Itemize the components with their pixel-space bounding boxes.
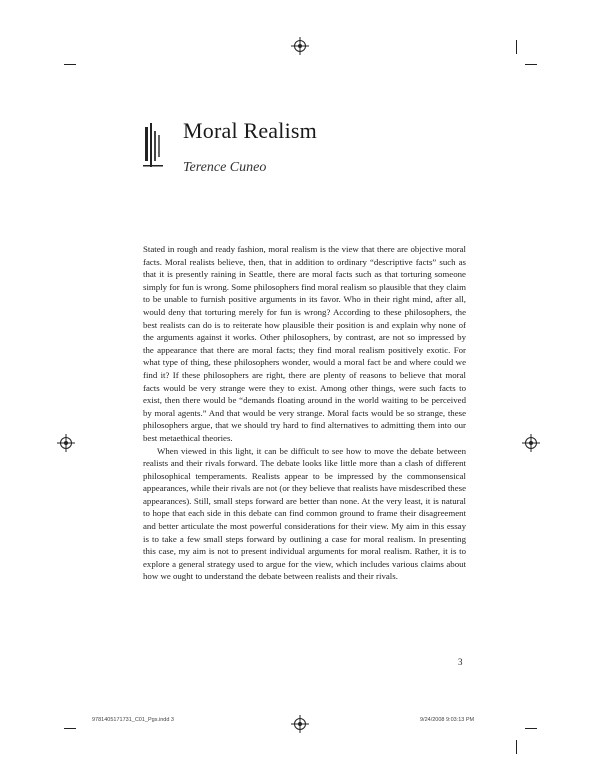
registration-mark-top (294, 40, 306, 52)
slug-left: 9781405171731_C01_Pgs.indd 3 (92, 717, 174, 723)
slug-right: 9/24/2008 9:03:13 PM (420, 717, 475, 723)
crop-mark-bottom-left (64, 728, 76, 729)
body-paragraph: When viewed in this light, it can be difficult to see how to move the debate between realists and their rivals forward. The debate looks like little more than a clash of different philosophical temperaments. Realists appear to be impressed by the commonsensical appearances, while their rivals are not (or they believe that realists have misdescribed these appearances). Still, small steps forward are better than none. At the very least, it is natural to hope that each side in this debate can find common ground to frame their disagreement and better articulate the most powerful considerations for their view. My aim in this essay is to take a few small steps forward by outlining a case for moral realism. In presenting this case, my aim is not to present individual arguments for moral realism. Rather, it is to explore a general strategy used to argue for the view, which includes various claims about how we ought to understand the debate between realists and their rivals. (143, 445, 466, 582)
crop-mark-bottom-right-v (516, 740, 517, 754)
registration-mark-left (60, 437, 72, 449)
registration-mark-right (525, 437, 537, 449)
chapter-author: Terence Cuneo (183, 160, 267, 175)
body-paragraph: Stated in rough and ready fashion, moral realism is the view that there are objective moral facts. Moral realists believe, then, that in addition to ordinary “descriptive facts” such as that it is presently raining in Seattle, there are moral facts such as that torturing someone simply for fun is wrong. Some philosophers find moral realism so plausible that they claim to be unable to furnish positive arguments in its favor. Who in their right mind, after all, would deny that torturing merely for fun is wrong? According to these philosophers, the best realists can do is to reiterate how plausible their position is and explain why none of the arguments against it works. Other philosophers, by contrast, are not so impressed by the appearance that there are moral facts; they find moral realism positively exotic. For what type of thing, these philosophers wonder, would a moral fact be and where could we find it? If these philosophers are right, there are plenty of reasons to believe that moral facts would be very strange were they to exist. Among other things, were such facts to exist, then there would be “demands floating around in the world waiting to be perceived by moral agents.” And that would be very strange. Moral facts would be so strange, these philosophers argue, that we should try hard to find alternatives to admitting them into our best metaethical theories. (143, 244, 466, 443)
registration-mark-bottom (294, 718, 306, 730)
crop-mark-top-left (64, 64, 76, 65)
crop-mark-top-right (516, 40, 517, 54)
chapter-title: Moral Realism (183, 118, 317, 143)
crop-mark-bottom-right (525, 728, 537, 729)
body-text (143, 243, 466, 583)
chapter-ornament-icon (143, 121, 165, 169)
page-number: 3 (458, 657, 463, 667)
crop-mark-top-right-h (525, 64, 537, 65)
